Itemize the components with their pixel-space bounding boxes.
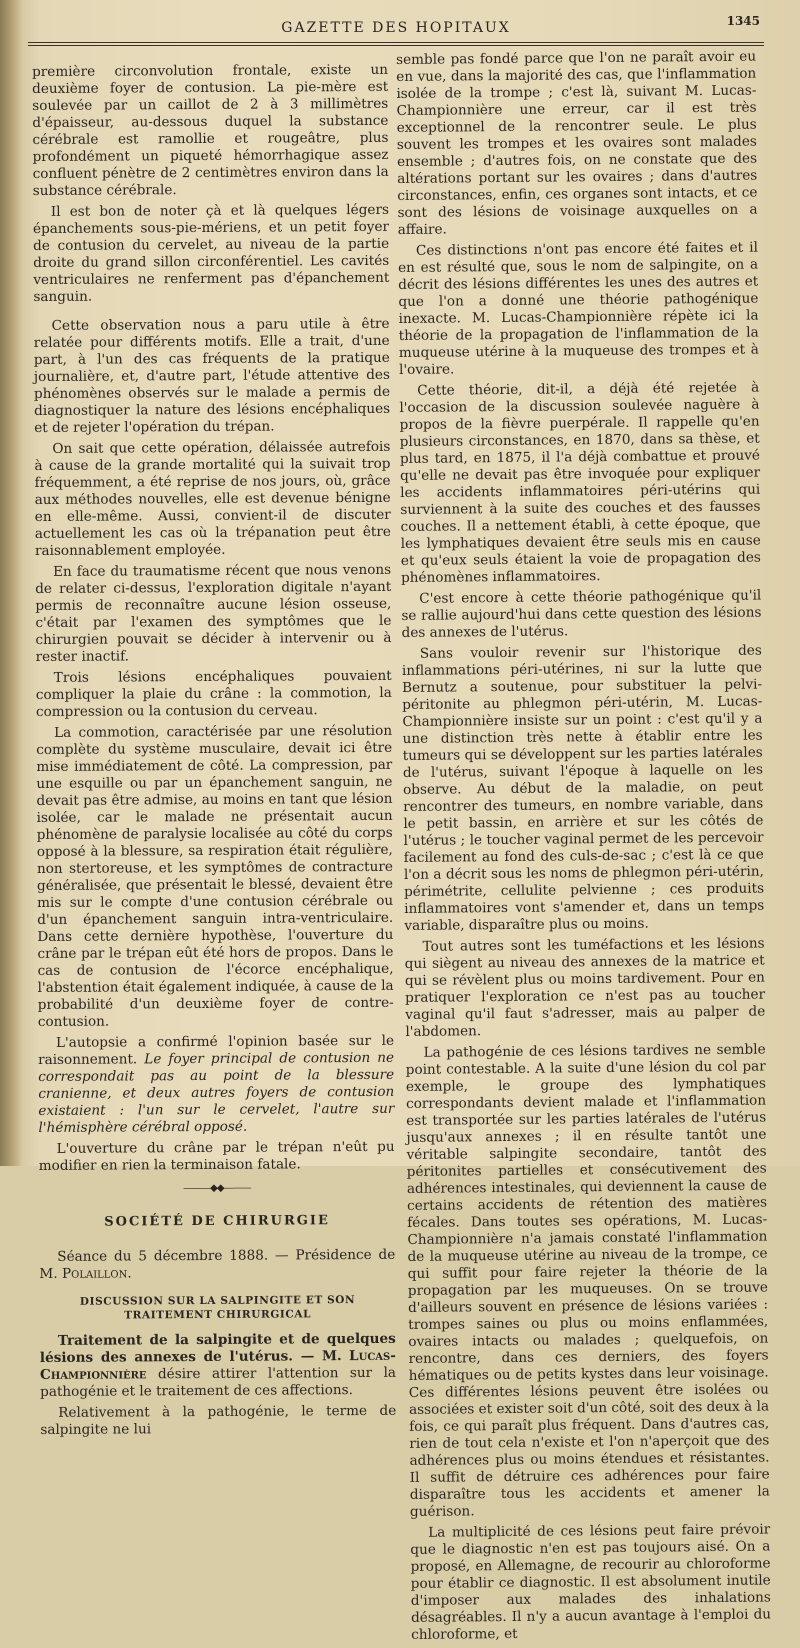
paragraph: L'ouverture du crâne par le trépan n'eût pu modifier en rien la terminaison fatale. — [38, 1138, 395, 1174]
paragraph: La commotion, caractérisée par une résolution complète du système musculaire, devait ici être mise immédiatement de côté. La compression, par une esquille ou par un épanchement sanguin, ne devait pas être admise, au moins en tant que lésion isolée, car le malade ne présentait aucun phénomène de paralysie localisée au côté du corps opposé à la blessure, sa respiration était régulière, non stertoreuse, et les symptômes de contracture généralisée, que présentait le blessé, devaient être mis sur le compte d'une contusion cérébrale ou d'un épanchement sanguin intra-ventriculaire. Dans cette dernière hypothèse, l'ouverture du crâne par le trépan eût été hors de propos. Dans le cas de contusion de l'écorce encéphalique, l'abstention était également indiquée, à cause de la probabilité d'un deuxième foyer de contre-contusion. — [36, 722, 394, 1030]
page-number: 1345 — [726, 14, 760, 28]
session-text: Séance du 5 décembre 1888. — Présidence de M. — [39, 1246, 396, 1282]
paragraph — [38, 1033, 395, 1137]
paragraph: Cette observation nous a paru utile à être relatée pour différents motifs. Elle a trait, d'une part, à l'un des cas fréquents de la pratique journalière, et, d'autre part, l'étude attentive des phénomènes observés sur le malade a permis de diagnostiquer la nature des lésions encéphaliques et de rejeter l'opération du trépan. — [33, 315, 391, 436]
section-divider: ———◆◆——— — [183, 1182, 251, 1195]
binding-gutter — [0, 0, 22, 1166]
autopsy-sentence: L'autopsie a confirmé l'opinion basée sur le raisonnement. — [38, 1032, 395, 1068]
lead-paragraph — [40, 1331, 396, 1401]
section-heading: SOCIÉTÉ DE CHIRURGIE — [104, 1213, 330, 1230]
autopsy-italic-text: Le foyer principal de contusion ne correspondait pas au point de la blessure cranienne, et deux autres foyers de contusion existaient : l'un sur le cervelet, l'autre sur l'hémisphère cérébral opposé. — [38, 1049, 395, 1136]
paragraph: Relativement à la pathogénie, le terme de salpingite ne lui — [40, 1402, 397, 1438]
paragraph: La multiplicité de ces lésions peut faire prévoir que le diagnostic n'en est pas toujours aisé. On a proposé, en Allemagne, de recourir au chloroforme pour établir ce diagnostic. Il est absolument inutile d'imposer aux malades des inhalations désagréables. Il n'y a aucun avantage à l'emploi du chloroforme, et — [410, 1521, 772, 1643]
left-column — [32, 62, 396, 1443]
paragraph: Sans vouloir revenir sur l'historique des inflammations péri-utérines, ni sur la lutte que Bernutz a soutenue, pour substituer la pelvi-péritonite au phlegmon péri-utérin, M. Lucas-Championnière insiste sur un point : c'est qu'il y a une distinction très nette à établir entre les tumeurs qui se développent sur les parties latérales de l'utérus, suivant l'époque à laquelle on les observe. Au début de la maladie, on peut rencontrer des tumeurs, en nombre variable, dans le petit bassin, en arrière et sur les côtés de l'utérus ; le toucher vaginal permet de les percevoir facilement au fond des culs-de-sac ; c'est là ce que l'on a décrit sous les noms de phlegmon péri-utérin, périmétrite, cellulite pelvienne ; ces produits inflammatoires vont s'amender et, dans un temps variable, disparaître plus ou moins. — [401, 642, 765, 934]
paragraph: On sait que cette opération, délaissée autrefois à cause de la grande mortalité qui la suivait trop fréquemment, a été reprise de nos jours, où, grâce aux méthodes nouvelles, elle est devenue bénigne en elle-même. Aussi, convient-il de discuter actuellement les cas où la trépanation peut être raisonnablement employée. — [34, 438, 391, 559]
paragraph: Cette théorie, dit-il, a déjà été rejetée à l'occasion de la discussion soulevée naguère à propos de la fièvre puerpérale. Il rappelle qu'en plusieurs circonstances, en 1870, dans sa thèse, et plus tard, en 1875, il l'a déjà combattue et prouvé qu'elle ne devait pas être invoquée pour expliquer les accidents inflammatoires péri-utérins qui surviennent à la suite des couches et des fausses couches. Il a nettement établi, à cette époque, que les lymphatiques devaient être seuls mis en cause et qu'eux seuls étaient la voie de propagation des phénomènes inflammatoires. — [399, 379, 761, 586]
lead-title: Traitement de la salpingite et de quelques lésions des annexes de l'utérus. — M. — [39, 1330, 396, 1366]
paragraph: La pathogénie de ces lésions tardives ne semble point contestable. A la suite d'une lésion du col par exemple, le groupe des lymphatiques correspondants devient malade et l'inflammation est transportée sur les parties latérales de l'utérus jusqu'aux annexes ; il en résulte tantôt une véritable salpingite secondaire, tantôt des péritonites partielles et consécutivement des adhérences intestinales, qui deviennent la cause de certains accidents de rétention des matières fécales. Dans toutes ses opérations, M. Lucas-Championnière n'a jamais constaté l'inflammation de la muqueuse utérine au niveau de la trompe, ce qui suffit pour faire rejeter la théorie de la propagation par les muqueuses. On se trouve d'ailleurs souvent en présence de lésions variées : trompes saines ou plus ou moins enflammées, ovaires intacts ou malades ; quelquefois, on rencontre, dans ces derniers, des foyers hématiques ou de petits kystes dans leur voisinage. Ces différentes lésions peuvent être isolées ou associées et exister soit d'un côté, soit des deux à la fois, ce qui paraît plus fréquent. Dans d'autres cas, rien de tout cela n'existe et l'on n'aperçoit que des adhérences plus ou moins étendues et résistantes. Il suffit de détruire ces adhérences pour faire disparaître tous les accidents et amener la guérison. — [405, 1041, 770, 1520]
paragraph: C'est encore à cette théorie pathogénique qu'il se rallie aujourd'hui dans cette question des lésions des annexes de l'utérus. — [401, 587, 762, 641]
right-column — [396, 49, 771, 1648]
lead-author: Lucas-Championnière — [39, 1347, 396, 1383]
paragraph: première circonvolution frontale, existe un deuxième foyer de contusion. La pie-mère est soulevée par un caillot de 2 à 3 millimètres d'épaisseur, au-dessous duquel la substance cérébrale est ramollie et rougeâtre, plus profondément un piqueté hémorrhagique assez confluent pénètre de 2 centimètres environ dans la substance cérébrale. — [32, 61, 389, 199]
session-line — [39, 1247, 395, 1283]
president-name: Polaillon. — [61, 1265, 132, 1282]
lead-rest: désire attirer l'attention sur la pathogénie et le traitement de ces affections. — [40, 1364, 397, 1400]
paragraph: Trois lésions encéphaliques pouvaient compliquer la plaie du crâne : la commotion, la compression ou la contusion du cerveau. — [35, 667, 392, 720]
paragraph: Ces distinctions n'ont pas encore été faites et il en est résulté que, sous le nom de salpingite, on a décrit des lésions différentes les unes des autres et que l'on a donné une théorie pathogénique inexacte. M. Lucas-Championnière répète ici la théorie de la propagation de l'inflammation de la muqueuse utérine à la muqueuse des trompes et à l'ovaire. — [397, 239, 759, 378]
paragraph: semble pas fondé parce que l'on ne paraît avoir eu en vue, dans la majorité des cas, que l'inflammation isolée de la trompe ; c'est là, suivant M. Lucas-Championnière une erreur, car il est très exceptionnel de la rencontrer seule. Le plus souvent les trompes et les ovaires sont malades ensemble ; d'autres fois, on ne constate que des altérations portant sur les ovaires ; dans d'autres circonstances, enfin, ces organes sont intacts, et ce sont des lésions de voisinage auxquelles on a affaire. — [396, 48, 758, 238]
paragraph: En face du traumatisme récent que nous venons de relater ci-dessus, l'exploration digitale n'ayant permis de reconnaître aucune lésion osseuse, c'était par l'examen des symptômes que le chirurgien pouvait se décider à intervenir ou à rester inactif. — [35, 561, 392, 665]
discussion-subtitle: DISCUSSION SUR LA SALPINGITE ET SON TRAITEMENT CHIRURGICAL — [79, 1294, 356, 1322]
journal-title: GAZETTE DES HOPITAUX — [281, 20, 511, 36]
header-rule-bottom — [28, 45, 764, 46]
paragraph: Il est bon de noter çà et là quelques légers épanchements sous-pie-mériens, et un petit foyer de contusion du cervelet, au niveau de la partie droite du grand sillon circonférentiel. Les cavités ventriculaires ne renferment pas d'épanchement sanguin. — [32, 201, 390, 305]
paragraph: Tout autres sont les tuméfactions et les lésions qui siègent au niveau des annexes de la matrice et qui se révèlent plus ou moins tardivement. Pour en pratiquer l'exploration ce n'est pas au toucher vaginal qu'il faut s'adresser, mais au palper de l'abdomen. — [404, 935, 766, 1040]
header-rule-top — [28, 42, 764, 43]
page-header — [28, 14, 764, 54]
